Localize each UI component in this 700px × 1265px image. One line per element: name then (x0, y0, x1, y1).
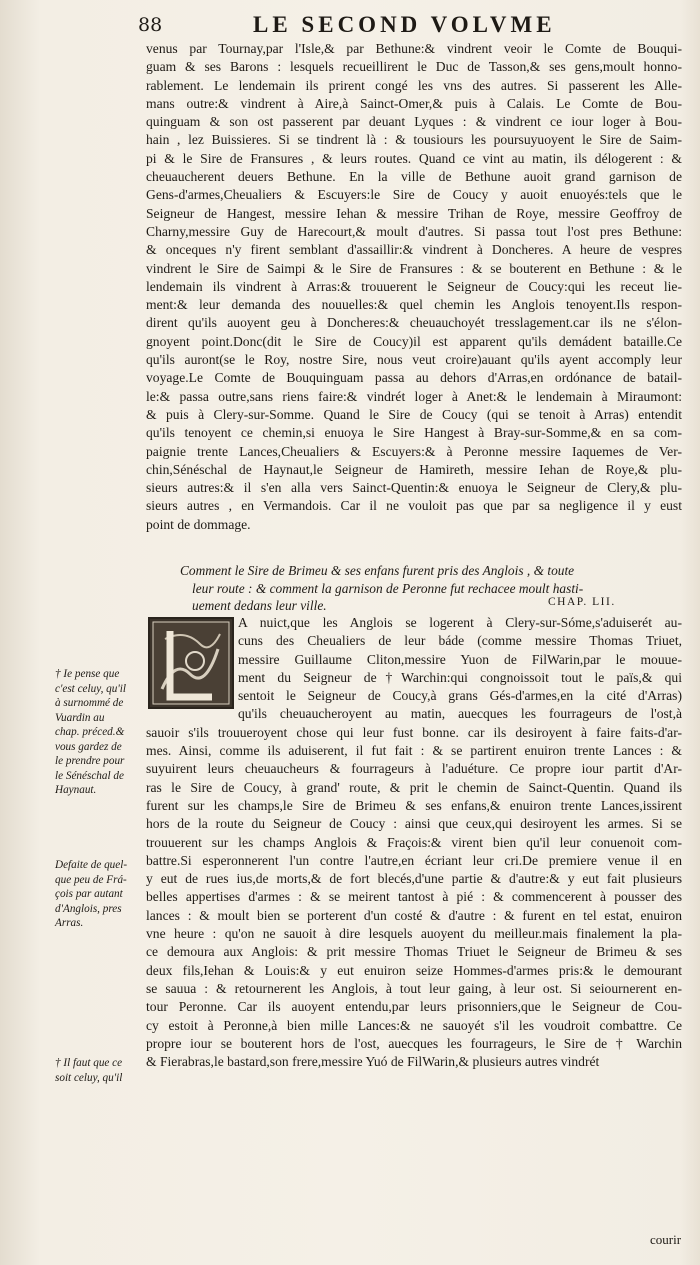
text-line: quinguam & son ost passerent par deuant Lyques : & vindrent ce iour loger à Bou- (146, 114, 682, 130)
text-line: & onceques n'y firent semblant d'assaillir:& vindrent à Doncheres. A heure de vespres (146, 242, 682, 258)
text-line: y eut de rues ius,de morts,& de fort blecés,d'une partie & d'autre:& y eut fait plusieurs (146, 871, 682, 887)
text-line: tour Peronne. Car ils auoyent entendu,par leurs prisonniers,que le Seigneur de Cou- (146, 999, 682, 1015)
margin-note-line: Defaite de quel- (55, 859, 128, 871)
text-line: A nuict,que les Anglois se logerent à Clery-sur-Sóme,s'aduiserét au- (238, 615, 682, 630)
margin-note-line: Vuardin au (55, 711, 105, 724)
text-line: ras le Sire de Coucy, à grand' route, & prit le chemin de Sainct-Quentin. Quand ils (146, 779, 682, 795)
text-line: Gens-d'armes,Cheualiers & Escuyers:le Sire de Coucy y auoit enuoyés:tels que le (146, 187, 682, 203)
margin-note-line: c'est celuy, qu'il (55, 682, 126, 695)
running-head: LE SECOND VOLVME (253, 12, 556, 37)
margin-note-line: çois par autant (55, 888, 123, 900)
text-line: Charny,messire Guy de Harecourt,& moult d'autres. Si passa tout l'ost pres Bethune: (146, 223, 682, 239)
text-line: mans outre:& vindrent à Aire,à Sainct-Omer,& puis à Calais. Le Comte de Bou- (146, 95, 682, 111)
text-line: cuns des Cheualiers de leur báde (comme messire Thomas Triuet, (238, 633, 682, 649)
text-line: paignie trente Lances,Cheualiers & Escuyers:& à Peronne messire Iaquemes de Ver- (146, 443, 682, 459)
margin-note-line: à surnommé de (55, 697, 124, 709)
text-line: le:& passa outre,sans riens faire:& vindrét loger à Anet:& le lendemain à Miraumont: (146, 388, 682, 404)
margin-note-line: que peu de Frá- (55, 873, 127, 886)
page-header (138, 12, 693, 42)
text-line: sentoit le Seigneur de Coucy,à grans Gés-d'armes,en la cité d'Arras) (238, 688, 682, 704)
body-text-1 (146, 40, 682, 534)
text-line: vindrent le Sire de Saimpi & le Sire de Fransures : & se bouterent en Bethune : & le (146, 260, 682, 276)
text-line: se sauua : & retournerent les Anglois, à tout leur gaing, à leur ost. Si seiournerent en- (146, 980, 682, 996)
caption-line: uement dedans leur ville. (192, 598, 327, 613)
margin-note-2 (55, 858, 140, 931)
text-line: qu'ils tenoyent ce chemin,si enuoya le Sire Hangest à Bray-sur-Somme,& en sa com- (146, 425, 682, 441)
margin-note-line: vous gardez de (55, 740, 122, 753)
text-line: venus par Tournay,par l'Isle,& par Bethune:& vindrent veoir le Comte de Bouqui- (146, 41, 682, 56)
margin-note-1 (55, 667, 140, 798)
text-line: qu'ils cheuaucheroyent au matin, auecques les fourrageurs de l'ost,à (238, 706, 682, 722)
chapter-label: CHAP. LII. (548, 596, 616, 608)
text-line: Seigneur de Hangest, messire Iehan & messire Trihan de Roye, messire Geoffroy de (146, 205, 682, 221)
text-line: messire Guillaume Cliton,messire Yuon de FilWarin,par le mouue- (238, 651, 682, 667)
text-line: suyuirent leurs cheuaucheurs & fourrageurs à l'aduéture. Ce propre iour partit d'Ar- (146, 761, 682, 777)
text-line: sauoir s'ils trouueroyent chose qui leur fust bonne. car ils desiroyent à faire faits-d'ar- (146, 724, 682, 740)
text-line: propre iour se bouterent hors de l'ost, auecques les fourrageurs, le Sire de † Warchin (146, 1035, 682, 1051)
text-line: mes. Ainsi, comme ils aduiserent, il fut fait : & se partirent enuiron trente Lances : & (146, 743, 682, 759)
text-line: qu'ils auront(se le Roy, nostre Sire, nous veut croire)auant qu'ils ayent accomply leur (146, 352, 682, 368)
margin-note-line: † Il faut que ce (55, 1057, 123, 1069)
margin-note-line: Arras. (55, 917, 84, 929)
text-line: belles appertises d'armes : & se meirent tantost à pié : & commencerent à pousser des (146, 889, 682, 905)
text-line: furent sur les champs,le Sire de Brimeu & ses enfans,& enuiron trente Lances,issirent (146, 797, 682, 813)
margin-note-line: chap. préced.& (55, 726, 125, 738)
margin-note-line: le prendre pour (55, 755, 125, 767)
margin-note-line: le Sénéschal de (55, 769, 124, 782)
text-line: ment:& leur demanda des nouuelles:& quel chemin les Anglois tenoyent.Ils respon- (146, 297, 682, 313)
body-text-2 (146, 614, 682, 1071)
text-line: hors de la route du Seigneur de Coucy : ainsi que ceux,qui desiroyent les armes. Si se (146, 816, 682, 832)
text-line: sieurs autres:& il s'en alla vers Sainct-Quentin:& enuoya le Seigneur de Clery,& plu- (146, 480, 682, 496)
margin-note-line: d'Anglois, pres (55, 902, 122, 915)
text-line: cy estoit à Peronne,à bien mille Lances:& ne sauoyét s'il les voudroit combattre. Ce (146, 1017, 682, 1033)
text-line: lendemain ils vindrent à Arras:& trouuerent le Seigneur de Coucy:qui les receut lie- (146, 278, 682, 294)
text-line: vne heure : qu'on ne sauoit à dire lesquels auoyent du meilleur.mais finalement la pla- (146, 926, 682, 942)
text-line: chin,Sénéschal de Haynaut,le Seigneur de Hamireth, messire Iehan de Roye,& plu- (146, 461, 682, 477)
text-line: pi & le Sire de Fransures , & leurs routes. Quand ce vint au matin, ils délogerent : & (146, 150, 682, 166)
text-line: & Fierabras,le bastard,son frere,messire Yuó de FilWarin,& plusieurs autres vindrét (146, 1054, 600, 1070)
text-line: battre.Si esperonnerent l'un contre l'autre,en écriant leur cri.De premiere venue il en (146, 852, 682, 868)
caption-line: Comment le Sire de Brimeu & ses enfans furent pris des Anglois , & toute (180, 563, 575, 578)
text-line: lances : & moult bien se porterent d'un costé & d'autre : & furent en tel estat, enuiron (146, 907, 682, 923)
text-line: ce demoura aux Anglois: & prit messire Thomas Triuet le Seigneur de Brimeu & ses (146, 944, 682, 960)
text-line: sieurs autres , en Vermandois. Car il ne vouloit pas que par sa negligence il y eust (146, 498, 682, 514)
text-line: deux fils,Iehan & Louis:& y eut enuiron seize Hommes-d'armes pris:& le demourant (146, 962, 682, 978)
page-number: 88 (138, 14, 163, 36)
margin-note-line: † Ie pense que (55, 668, 120, 680)
text-line: hain , lez Buissieres. Si se tindrent là : & tousiours les poursuyuoyent le Sire de Saim- (146, 132, 682, 148)
catchword: courir (650, 1232, 682, 1247)
caption-line: leur route : & comment la garnison de Peronne fut rechacee moult hasti- (192, 580, 584, 596)
text-line: rablement. Le lendemain ils prirent congé les vns des autres. Si passerent les Alle- (146, 77, 682, 93)
text-line: dirent qu'ils auoyent geu à Doncheres:& cheuauchoyét tresslagement.car ils ne s'élon- (146, 315, 682, 331)
text-line: ment du Seigneur de†Warchin:qui congnoissoit tout le païs,& qui (238, 669, 682, 685)
margin-note-line: soit celuy, qu'il (55, 1071, 123, 1084)
text-line: & puis à Clery-sur-Somme. Quand le Sire de Coucy (qui se tenoit à Arras) entendit (146, 406, 682, 422)
text-line: gnoyent point.Donc(dit le Sire de Coucy)il est apparent qu'ils demádent bataille.Ce (146, 333, 682, 349)
text-line: voyage.Le Comte de Bouquinguam passa au dehors d'Arras,en ordónance de batail- (146, 370, 682, 386)
text-line: point de dommage. (146, 516, 251, 532)
margin-note-line: Haynaut. (55, 784, 97, 796)
text-line: trouuerent sur les champs Anglois & Fraçois:& virent bien qu'il leur conuenoit com- (146, 834, 682, 850)
text-line: cheuaucherent deuers Bethune. En la ville de Bethune auoit grand garnison de (146, 169, 682, 185)
margin-note-3 (55, 1056, 140, 1085)
text-line: guam & ses Barons : lesquels recueillirent le Duc de Tasson,& ses gens,moult honno- (146, 59, 682, 75)
